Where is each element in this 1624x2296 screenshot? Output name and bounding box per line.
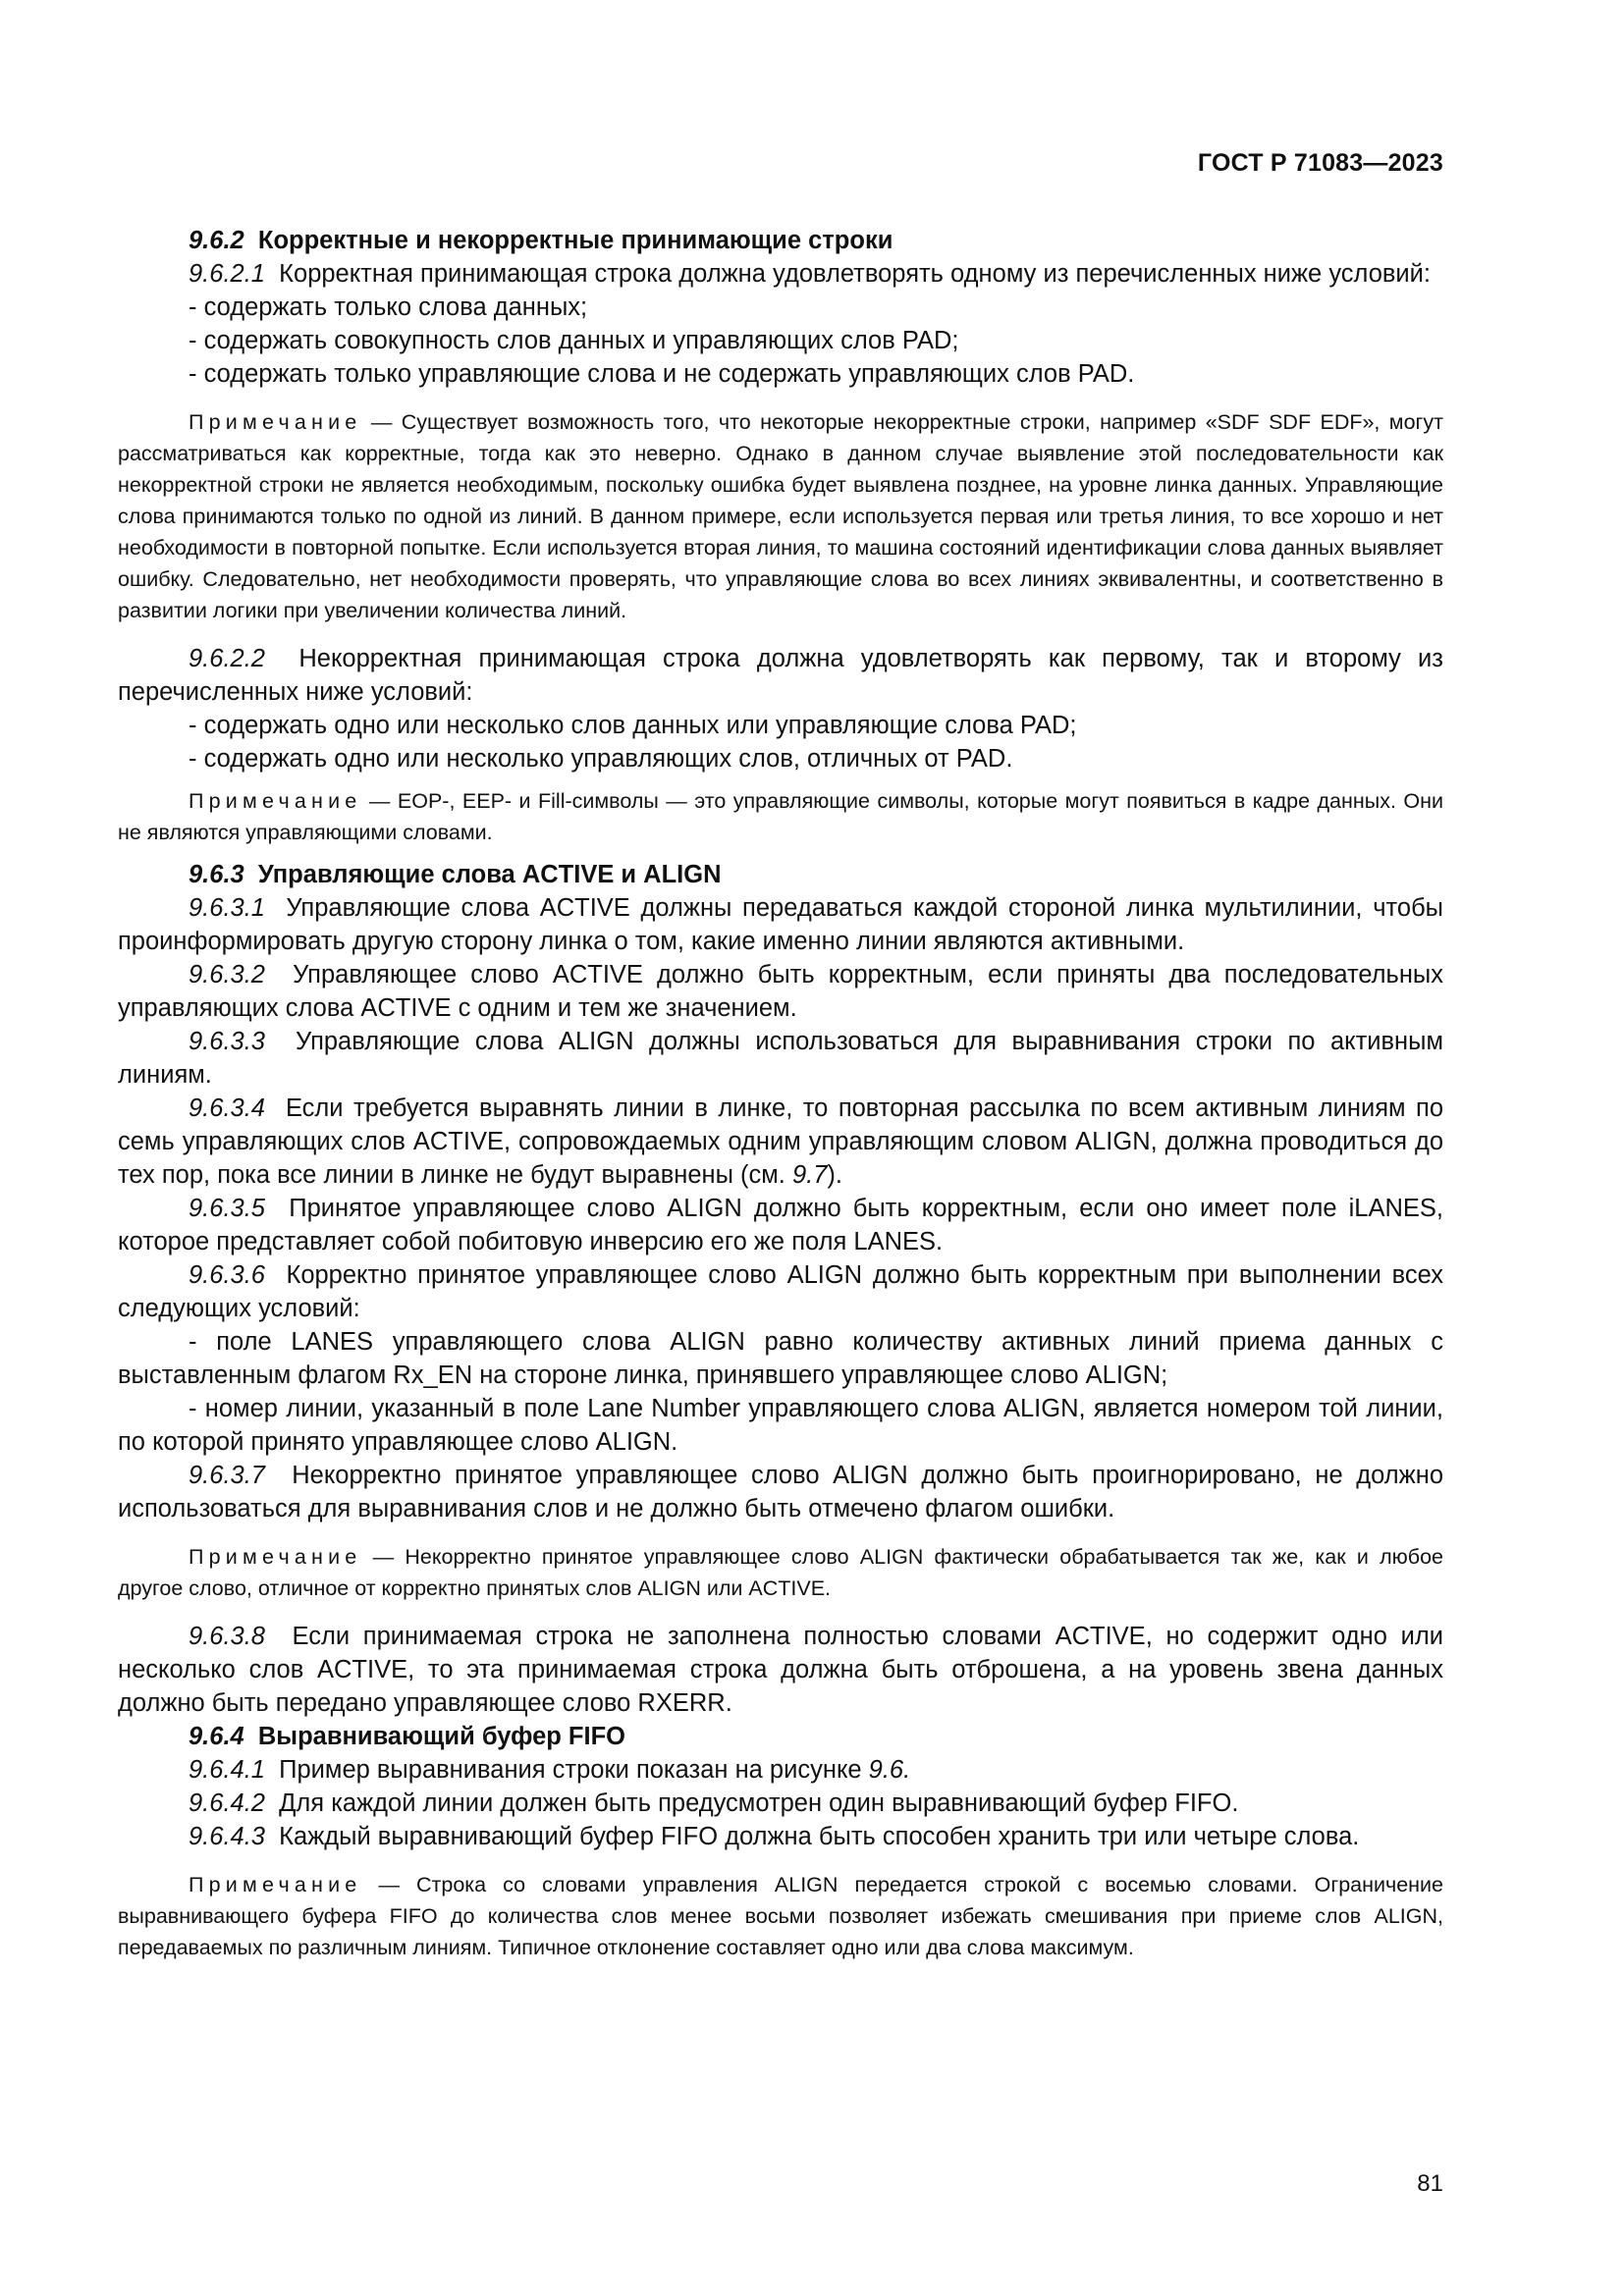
section-heading-9-6-4: 9.6.4 Выравнивающий буфер FIFO bbox=[189, 1723, 625, 1750]
paragraph-9-6-3-3: 9.6.3.3 Управляющие слова ALIGN должны использоваться для выравнивания строки по активным линиям. bbox=[118, 1028, 1444, 1089]
list-item: - содержать только управляющие слова и не содержать управляющих слов PAD. bbox=[189, 360, 1135, 388]
document-body bbox=[118, 224, 1443, 1963]
list-item: - содержать совокупность слов данных и управляющих слов PAD; bbox=[189, 327, 959, 354]
paragraph-9-6-2-2: 9.6.2.2 Некорректная принимающая строка должна удовлетворять как первому, так и второму из перечисленных ниже условий: bbox=[118, 645, 1443, 706]
list-item: - поле LANES управляющего слова ALIGN равно количеству активных линий приема данных с выставленным флагом Rx_EN на стороне линка, принявшего управляющее слово ALIGN; bbox=[118, 1328, 1443, 1389]
list-item: - номер линии, указанный в поле Lane Number управляющего слова ALIGN, является номером той линии, по которой принято управляющее слово ALIGN. bbox=[118, 1395, 1443, 1456]
paragraph-9-6-3-1: 9.6.3.1 Управляющие слова ACTIVE должны передаваться каждой стороной линка мультилинии, чтобы проинформировать другую сторону линка о том, какие именно линии являются активными. bbox=[118, 894, 1444, 955]
paragraph-9-6-4-2: 9.6.4.2 Для каждой линии должен быть предусмотрен один выравнивающий буфер FIFO. bbox=[189, 1789, 1239, 1817]
note-4: Примечание — Строка со словами управления ALIGN передается строкой с восемью словами. Ограничение выравнивающего буфера FIFO до количества слов менее восьми позволяет избежать смешивания при приеме слов ALIGN, передаваемых по различным линиям. Типичное отклонение составляет одно или два слова максимум. bbox=[118, 1873, 1443, 1959]
note-1: Примечание — Существует возможность того, что некоторые некорректные строки, например «SDF SDF EDF», могут рассматриваться как корректные, тогда как это неверно. Однако в данном случае выявление этой последовательности как некорректной строки не является необходимым, поскольку ошибка будет выявлена позднее, на уровне линка данных. Управляющие слова принимаются только по одной из линий. В данном примере, если используется первая или третья линия, то все хорошо и нет необходимости в повторной попытке. Если используется вторая линия, то машина состояний идентификации слова данных выявляет ошибку. Следовательно, нет необходимости проверять, что управляющие слова во всех линиях эквивалентны, и соответственно в развитии логики при увеличении количества линий. bbox=[118, 410, 1443, 622]
paragraph-9-6-2-1: 9.6.2.1 Корректная принимающая строка должна удовлетворять одному из перечисленных ниже условий: bbox=[189, 260, 1431, 288]
paragraph-9-6-4-1: 9.6.4.1 Пример выравнивания строки показан на рисунке 9.6. bbox=[189, 1756, 911, 1784]
note-2: Примечание — EOP-, EEP- и Fill-символы — это управляющие символы, которые могут появиться в кадре данных. Они не являются управляющими словами. bbox=[118, 789, 1443, 844]
paragraph-9-6-4-3: 9.6.4.3 Каждый выравнивающий буфер FIFO должна быть способен хранить три или четыре слова. bbox=[189, 1823, 1360, 1850]
paragraph-9-6-3-5: 9.6.3.5 Принятое управляющее слово ALIGN должно быть корректным, если оно имеет поле iLANES, которое представляет собой побитовую инверсию его же поля LANES. bbox=[118, 1195, 1444, 1255]
section-heading-9-6-3: 9.6.3 Управляющие слова ACTIVE и ALIGN bbox=[189, 861, 722, 888]
document-header: ГОСТ Р 71083—2023 bbox=[1197, 149, 1443, 177]
list-item: - содержать одно или несколько слов данных или управляющие слова PAD; bbox=[189, 712, 1077, 739]
note-3: Примечание — Некорректно принятое управляющее слово ALIGN фактически обрабатывается так же, как и любое другое слово, отличное от корректно принятых слов ALIGN или ACTIVE. bbox=[118, 1545, 1443, 1600]
paragraph-9-6-3-6: 9.6.3.6 Корректно принятое управляющее слово ALIGN должно быть корректным при выполнении всех следующих условий: bbox=[118, 1261, 1444, 1322]
paragraph-9-6-3-4: 9.6.3.4 Если требуется выравнять линии в линке, то повторная рассылка по всем активным линиям по семь управляющих слов ACTIVE, сопровождаемых одним управляющим словом ALIGN, должна проводиться до тех пор, пока все линии в линке не будут выравнены (см. 9.7). bbox=[118, 1095, 1443, 1189]
list-item: - содержать только слова данных; bbox=[189, 294, 588, 321]
section-heading-9-6-2: 9.6.2 Корректные и некорректные принимающие строки bbox=[189, 227, 893, 254]
paragraph-9-6-3-8: 9.6.3.8 Если принимаемая строка не заполнена полностью словами ACTIVE, но содержит одно или несколько слов ACTIVE, то эта принимаемая строка должна быть отброшена, а на уровень звена данных должно быть передано управляющее слово RXERR. bbox=[118, 1623, 1443, 1717]
page-number: 81 bbox=[1417, 2170, 1443, 2197]
list-item: - содержать одно или несколько управляющих слов, отличных от PAD. bbox=[189, 745, 1013, 773]
paragraph-9-6-3-7: 9.6.3.7 Некорректно принятое управляющее слово ALIGN должно быть проигнорировано, не должно использоваться для выравнивания слов и не должно быть отмечено флагом ошибки. bbox=[118, 1462, 1443, 1522]
paragraph-9-6-3-2: 9.6.3.2 Управляющее слово ACTIVE должно быть корректным, если приняты два последовательных управляющих слова ACTIVE с одним и тем же значением. bbox=[118, 961, 1443, 1022]
